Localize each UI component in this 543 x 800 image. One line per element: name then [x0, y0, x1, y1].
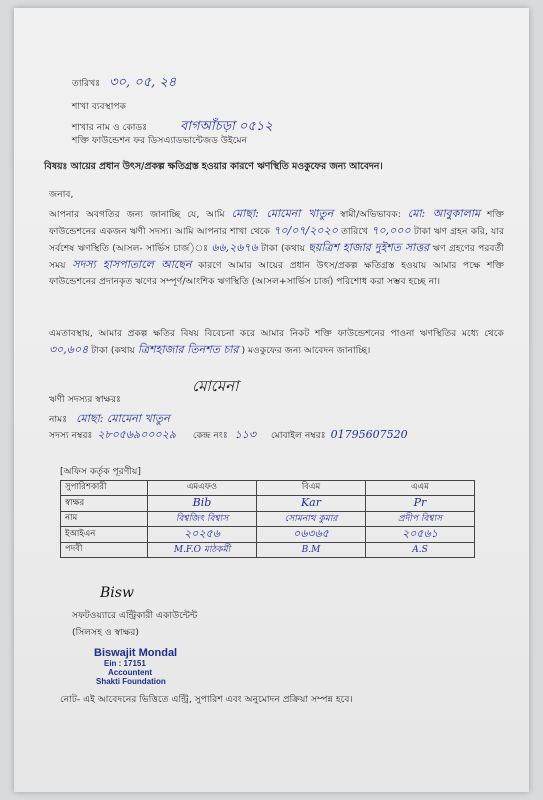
waiver-amount: ৩০,৬০৪ — [49, 343, 89, 356]
body-paragraph-2 — [49, 326, 504, 359]
table-cell: ২০২৫৬ — [148, 526, 257, 542]
table-row — [61, 526, 475, 542]
row-label: নাম — [61, 511, 148, 526]
table-row — [61, 496, 475, 512]
p1-text-e: টাকা ঋণ গ্রহন করি, যার সর্বশেষ ঋণস্থিতি (আসল- সার্ভিস চার্জ)ঃ — [49, 226, 504, 254]
center-label: কেন্দ্র নংঃ — [192, 430, 228, 441]
p1-text-g: ঋণ গ্রহণের পরবর্তী সময় — [49, 243, 505, 271]
office-caption: [অফিস কর্তৃক পূরণীয়] — [60, 466, 142, 477]
column-header: বিএম — [257, 481, 366, 496]
date-row — [72, 74, 176, 92]
p2-text-a: এমতাবস্থায়, আমার প্রকল্প ক্ষতির বিষয় বিবেচনা করে আমার নিকট শক্তি ফাউন্ডেশনের পাওনা ঋণস্থিতির মধ্যে থেকে — [49, 328, 504, 339]
damage-reason: সদস্য হাসপাতালে আছেন — [72, 258, 192, 271]
member-id-row — [49, 428, 408, 443]
table-cell: ২০৫৬১ — [366, 526, 475, 542]
table-cell: M.F.O মাঠকর্মী — [148, 542, 257, 557]
member-name-label: নামঃ — [49, 414, 68, 425]
accountant-title: সফটওয়্যারে এন্ট্রিকারী একাউন্টেন্ট — [72, 610, 198, 621]
table-cell: ০৬৩৬৫ — [257, 526, 366, 542]
loan-amount: ৭০,০০০ — [371, 224, 411, 237]
waiver-words: ত্রিশহাজার তিনশত চার — [137, 343, 239, 356]
row-label: স্বাক্ষর — [61, 496, 148, 512]
table-cell: Kar — [257, 496, 366, 512]
date-label: তারিখঃ — [72, 78, 101, 89]
p2-text-b: টাকা (কথায় — [91, 345, 135, 356]
application-form — [14, 8, 529, 792]
member-id-value: ২৮০৫৬৯০০০২৯ — [97, 428, 176, 441]
row-label: সুপারিশকারী — [61, 481, 148, 496]
table-cell: বিশ্বজিৎ বিশ্বাস — [148, 511, 257, 526]
org-name: শক্তি ফাউন্ডেশন ফর ডিসএ্যাডভান্টেজড উইমেন — [72, 135, 248, 146]
table-cell: A.S — [366, 542, 475, 557]
p1-text-h: কারণে আমার আয়ের প্রধান উৎস/প্রকল্প ক্ষতিগ্রস্ত হওয়ায় আমার পক্ষে শক্তি ফাউন্ডেশনের প্রদানকৃত ঋণের সম্পূর্ণ/আংশিক ঋণস্থিতি (আসল+সার্ভিস চার্জ) পরিশোধ করা সম্ভব হচ্ছে না। — [49, 260, 505, 287]
branch-value: বাগআঁচড়া ০৫১২ — [180, 119, 273, 134]
table-cell: B.M — [257, 542, 366, 557]
branch-row — [72, 118, 273, 136]
row-label: ইআইএন — [61, 526, 148, 542]
member-signature: মোমেনা — [192, 377, 239, 395]
guardian-name: মো: আবুকালাম — [407, 207, 481, 220]
table-cell: Pr — [366, 496, 475, 512]
borrower-name: মোছা: মোমেনা খাতুন — [231, 207, 334, 220]
office-table — [60, 480, 475, 558]
column-header: এএম — [366, 481, 475, 496]
p2-text-c: ) মওকুফের জন্য আবেদন জানাচ্ছি। — [241, 345, 371, 356]
manager-line: শাখা ব্যবস্থাপক — [72, 101, 127, 112]
mobile-value: 01795607520 — [330, 428, 408, 441]
table-row — [61, 511, 475, 526]
member-name-row — [49, 412, 170, 427]
p1-text-f: টাকা (কথায় — [260, 243, 306, 254]
stamp-ein: Ein : 17151 — [104, 659, 146, 668]
date-value: ৩০, ০৫, ২৪ — [109, 75, 177, 90]
subject-line: বিষয়ঃ আয়ের প্রধান উৎস/প্রকল্প ক্ষতিগ্রস্ত হওয়ার কারণে ঋণস্থিতি মওকুফের জন্য আবেদন। — [44, 161, 383, 172]
column-header: এমএফও — [148, 481, 257, 496]
footer-note: নোট- এই আবেদনের ভিত্তিতে এন্ট্রি, সুপারিশ এবং অনুমোদন প্রক্রিয়া সম্পন্ন হবে। — [60, 694, 353, 705]
p1-text-a: আপনার অবগতির জন্য জানাচ্ছি যে, আমি — [49, 209, 225, 220]
balance-words: ছয়ত্রিশ হাজার দুইশত সাত্তর — [308, 241, 430, 254]
balance-value: ৬৬,২৬৭৬ — [211, 241, 258, 254]
stamp-org: Shakti Foundation — [96, 677, 166, 686]
center-value: ১১৩ — [234, 428, 257, 441]
table-cell: Bib — [148, 496, 257, 512]
salutation: জনাব, — [49, 189, 74, 200]
accountant-signature: Bisw — [100, 585, 134, 601]
table-cell: সোমনাথ কুমার — [257, 511, 366, 526]
row-label: পদবী — [61, 542, 148, 557]
stamp-name: Biswajit Mondal — [94, 647, 178, 659]
loan-date: ৭০/০৭/২০২০ — [273, 224, 338, 237]
branch-label: শাখার নাম ও কোডঃ — [72, 122, 148, 133]
mobile-label: মোবাইল নম্বরঃ — [271, 430, 326, 441]
table-row — [61, 481, 475, 496]
body-paragraph-1 — [49, 206, 504, 290]
table-row — [61, 542, 475, 557]
member-id-label: সদস্য নম্বরঃ — [49, 430, 93, 441]
accountant-subtitle: (সিলসহ ও স্বাক্ষর) — [72, 627, 139, 638]
p1-text-b: স্বামী/অভিভাবক: — [340, 209, 401, 220]
p1-text-d: তারিখে — [341, 226, 369, 237]
p1-text-c: শক্তি ফাউন্ডেশনের একজন ঋণী সদস্য। আমি আপনার শাখা থেকে — [49, 209, 505, 237]
stamp-role: Accountent — [108, 668, 152, 677]
table-cell: প্রদীপ বিশ্বাস — [366, 511, 475, 526]
member-name-value: মোছা: মোমেনা খাতুন — [76, 412, 170, 425]
member-signature-label: ঋণী সদস্যর স্বাক্ষরঃ — [49, 394, 121, 405]
